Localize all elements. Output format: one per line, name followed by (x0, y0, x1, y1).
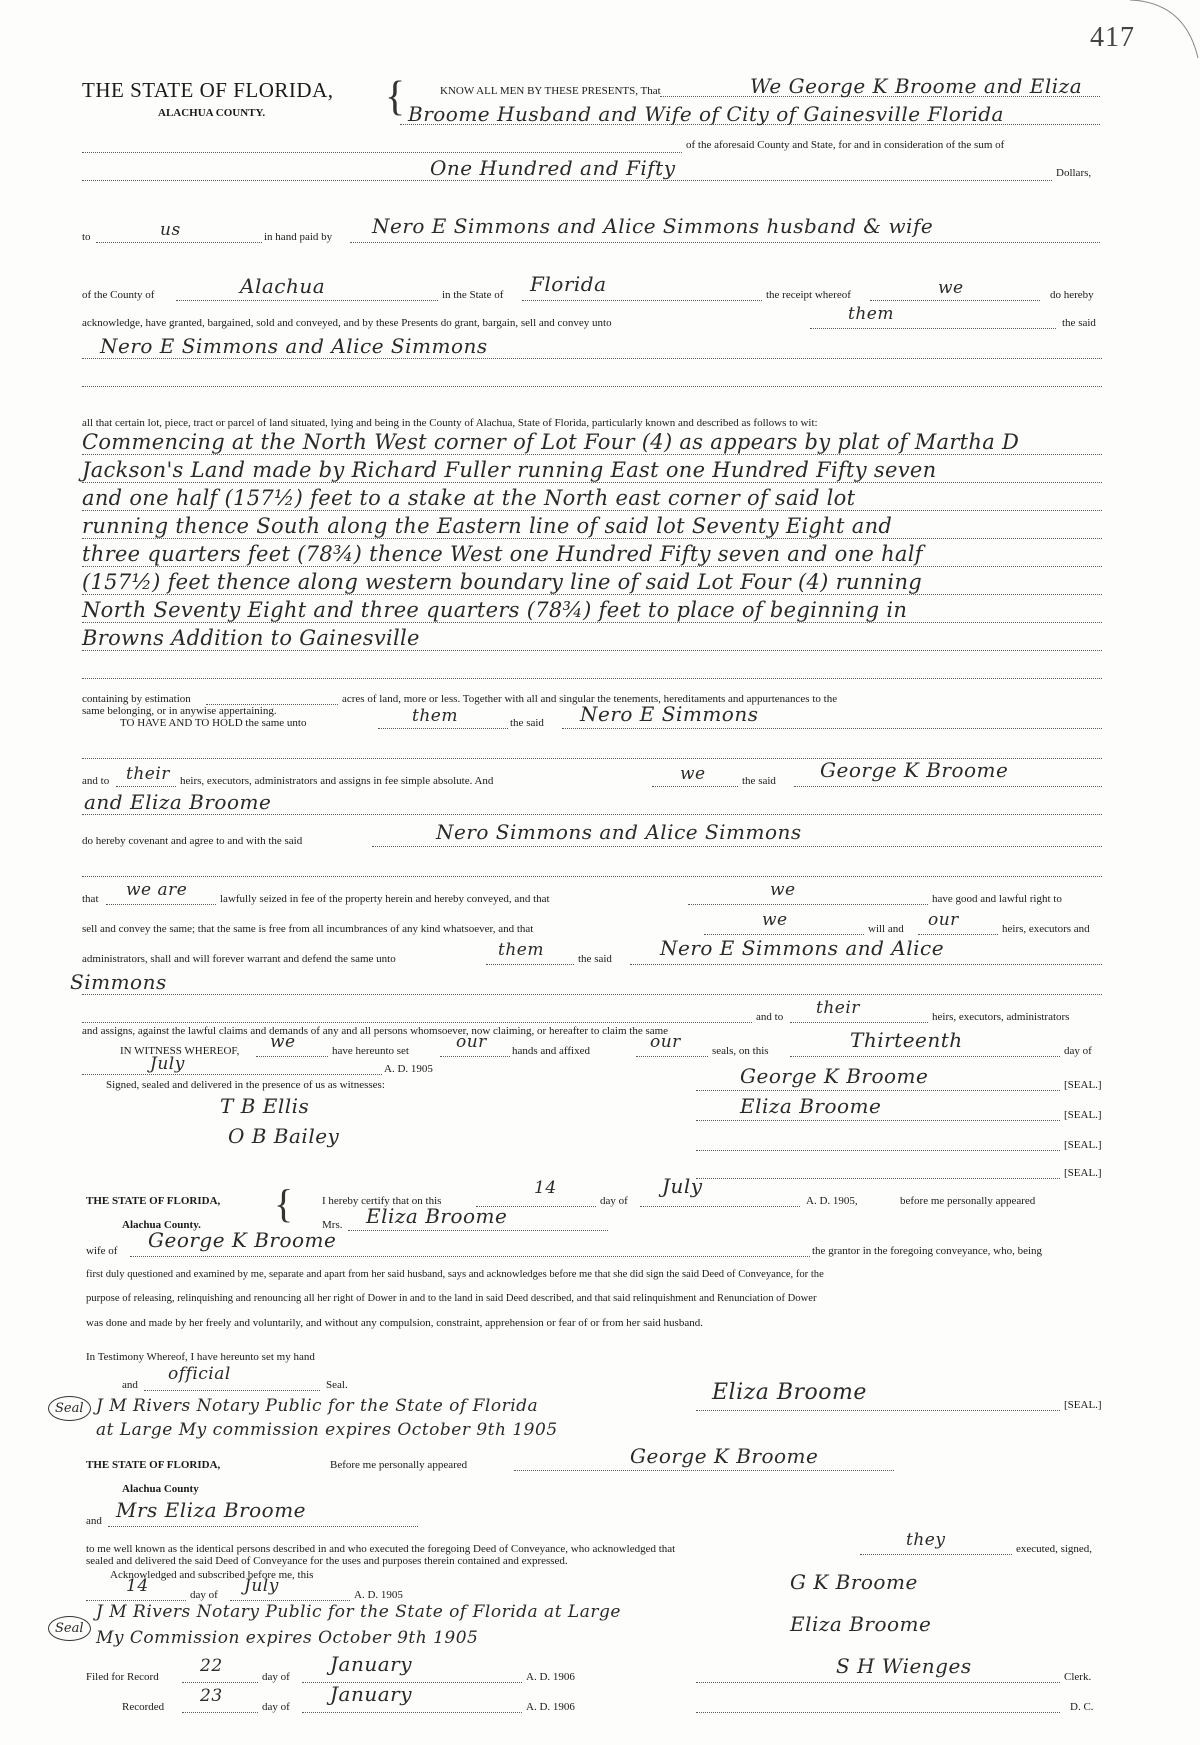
sum-line (82, 180, 1052, 181)
description-line (82, 510, 1102, 511)
they-line (860, 1554, 1012, 1555)
rec-month-line (302, 1712, 522, 1713)
to-line (96, 242, 262, 243)
seals-on-text: seals, on this (712, 1045, 769, 1057)
hand-affixed-text: hands and affixed (512, 1045, 590, 1057)
description-line-8: Browns Addition to Gainesville (82, 626, 420, 650)
grantor-handwriting-1: George K Broome (820, 758, 1009, 782)
description-line-7: North Seventy Eight and three quarters (78¾) feet to place of beginning in (82, 598, 908, 622)
the-said-text: the said (578, 953, 612, 965)
have-name-line (562, 728, 1102, 729)
seized-value: we (770, 880, 796, 900)
and-to-text: and to (756, 1011, 784, 1023)
mrs-line (348, 1230, 608, 1231)
county-line (176, 300, 438, 301)
receipt-value: we (938, 278, 964, 298)
notary-seal-stamp-2: Seal (48, 1616, 91, 1641)
clerk-signature: S H Wienges (836, 1654, 972, 1678)
grantees-line (350, 242, 1100, 243)
dc-label: D. C. (1070, 1701, 1094, 1713)
their-value: their (816, 998, 860, 1018)
ack2-month-value: July (244, 1576, 279, 1596)
that-line (106, 904, 216, 905)
filed-ad: A. D. 1906 (526, 1671, 575, 1683)
covenant-names-line (372, 846, 1102, 847)
month-value: July (150, 1054, 185, 1074)
in-hand-paid-text: in hand paid by (264, 231, 333, 243)
clerk-line (696, 1682, 1060, 1683)
belonging-text: same belonging, or in anywise appertaining. (82, 705, 277, 717)
grantors-handwriting-2: Broome Husband and Wife of City of Gainesville Florida (408, 102, 1004, 126)
to-have-value: them (412, 706, 458, 726)
description-line (82, 538, 1102, 539)
state-line (522, 300, 762, 301)
seized-line (688, 904, 928, 905)
description-line-2: Jackson's Land made by Richard Fuller running East one Hundred Fifty seven (82, 458, 937, 482)
ack1-day-of: day of (600, 1195, 628, 1207)
admin-names-line (630, 964, 1102, 965)
signature-line-2 (696, 1120, 1060, 1121)
containing-text: containing by estimation (82, 693, 191, 705)
to-have-text: TO HAVE AND TO HOLD the same unto (120, 717, 307, 729)
description-line (82, 566, 1102, 567)
ack1-signature-line (696, 1410, 1060, 1411)
they-value: they (906, 1530, 946, 1550)
ack1-seal-label: [SEAL.] (1064, 1399, 1102, 1411)
admin-line (486, 964, 574, 965)
in-witness-text: IN WITNESS WHEREOF, (120, 1045, 240, 1057)
sell-text: sell and convey the same; that the same is free from all incumbrances of any kind whatsoever, and that (82, 923, 534, 935)
convey-value: them (848, 304, 894, 324)
admin-value: them (498, 940, 544, 960)
notary2-line2: My Commission expires October 9th 1905 (96, 1628, 479, 1648)
notary-seal-stamp-1: Seal (48, 1396, 91, 1421)
sum-handwriting: One Hundred and Fifty (430, 156, 676, 180)
ack1-county: Alachua County. (122, 1219, 201, 1231)
ack1-state: THE STATE OF FLORIDA, (86, 1195, 221, 1207)
description-line-4: running thence South along the Eastern line of said lot Seventy Eight and (82, 514, 893, 538)
blank-line (82, 876, 1102, 877)
ack2-before-me: Before me personally appeared (330, 1459, 468, 1471)
admin-names-handwriting: Nero E Simmons and Alice (660, 936, 945, 960)
filed-day-line (182, 1682, 258, 1683)
and-value: we (680, 764, 706, 784)
husband-line (130, 1256, 810, 1257)
ack2-ad: A. D. 1905 (354, 1589, 403, 1601)
and-to-label: and to (82, 775, 110, 787)
ack2-county: Alachua County (122, 1483, 199, 1495)
witness-line (256, 1056, 328, 1057)
that-label: that (82, 893, 99, 905)
and-line (652, 786, 738, 787)
sell-line-1 (704, 934, 864, 935)
the-said-text: the said (1062, 317, 1096, 329)
have-hereunto-text: have hereunto set (332, 1045, 409, 1057)
witness-signature-2: O B Bailey (228, 1124, 340, 1148)
do-hereby-text: do hereby (1050, 289, 1094, 301)
seal-label-4: [SEAL.] (1064, 1167, 1102, 1179)
heirs-value: their (126, 764, 170, 784)
description-line-1: Commencing at the North West corner of Lot Four (4) as appears by plat of Martha D (82, 430, 1020, 454)
county-value: Alachua (240, 274, 326, 298)
filed-label: Filed for Record (86, 1671, 159, 1683)
in-state-of-label: in the State of (442, 289, 504, 301)
ack2-and-line (108, 1526, 418, 1527)
day-of-text: day of (1064, 1045, 1092, 1057)
covenant-names-handwriting: Nero Simmons and Alice Simmons (436, 820, 802, 844)
ack2-appeared-value: George K Broome (630, 1444, 819, 1468)
admin-names-line-2 (82, 994, 1102, 995)
have-name-handwriting: Nero E Simmons (580, 702, 759, 726)
wife-of-label: wife of (86, 1245, 118, 1257)
ack1-day-value: 14 (534, 1178, 557, 1198)
signature-line-4 (696, 1178, 1060, 1179)
month-line (82, 1074, 382, 1075)
header-brace: { (385, 74, 406, 120)
heirs-admin-text: heirs, executors, administrators (932, 1011, 1070, 1023)
heirs-line (116, 786, 176, 787)
to-label: to (82, 231, 91, 243)
county-heading: ALACHUA COUNTY. (158, 107, 266, 119)
before-me-text: before me personally appeared (900, 1195, 1036, 1207)
receipt-text: the receipt whereof (766, 289, 851, 301)
mrs-value: Eliza Broome (366, 1204, 508, 1228)
acknowledged-text: Acknowledged and subscribed before me, this (110, 1569, 314, 1581)
signature-line-3 (696, 1150, 1060, 1151)
ack2-and-label: and (86, 1515, 102, 1527)
testimony-text: In Testimony Whereof, I have hereunto set my hand (86, 1351, 315, 1363)
grantor-text: the grantor in the foregoing conveyance, who, being (812, 1245, 1043, 1257)
sell-line-2 (918, 934, 998, 935)
ack2-and-value: Mrs Eliza Broome (116, 1498, 307, 1522)
ack2-signature-2: Eliza Broome (790, 1612, 932, 1636)
heirs-text: heirs, executors, administrators and assigns in fee simple absolute. And (180, 775, 494, 787)
ack1-ad: A. D. 1905, (806, 1195, 858, 1207)
ad-text: A. D. 1905 (384, 1063, 433, 1075)
clerk-label: Clerk. (1064, 1671, 1092, 1683)
description-line (82, 650, 1102, 651)
rec-day-of: day of (262, 1701, 290, 1713)
ack2-month-line (230, 1600, 350, 1601)
page-number: 417 (1090, 22, 1135, 53)
mrs-label: Mrs. (322, 1219, 343, 1231)
acknowledge-text: acknowledge, have granted, bargained, sold and conveyed, and by these Presents do grant, bargain, sell and convey unto (82, 317, 612, 329)
ack1-month-value: July (662, 1174, 703, 1198)
set-line (440, 1056, 510, 1057)
blank-line (82, 1022, 752, 1023)
day-line (790, 1056, 1060, 1057)
signature-line-1 (696, 1090, 1060, 1091)
description-line (82, 454, 1102, 455)
that-value: we are (126, 880, 188, 900)
to-have-line (378, 728, 508, 729)
and-label: and (122, 1379, 138, 1391)
grantor-signature-2: Eliza Broome (740, 1094, 882, 1118)
to-value: us (160, 220, 181, 240)
receipt-line (870, 300, 1040, 301)
set-value: our (456, 1032, 487, 1052)
ack2-day-line (86, 1600, 186, 1601)
land-intro-text: all that certain lot, piece, tract or parcel of land situated, lying and being in the County of Alachua, State of Florida, particularly known and described as follows to wit: (82, 417, 818, 429)
good-right-text: have good and lawful right to (932, 893, 1062, 905)
description-line (82, 622, 1102, 623)
seal-label-1: [SEAL.] (1064, 1079, 1102, 1091)
aforesaid-text: of the aforesaid County and State, for and in consideration of the sum of (686, 139, 1005, 151)
affixed-line (636, 1056, 708, 1057)
filed-month-value: January (330, 1652, 412, 1676)
sell-value-1: we (762, 910, 788, 930)
page-corner-curl (1130, 0, 1200, 60)
certify-text: I hereby certify that on this (322, 1195, 442, 1207)
grantees-handwriting: Nero E Simmons and Alice Simmons husband & wife (372, 214, 934, 238)
said-names-line (82, 358, 1102, 359)
dollars-text: Dollars, (1056, 167, 1092, 179)
seized-text: lawfully seized in fee of the property herein and hereby conveyed, and that (220, 893, 550, 905)
admin-text: administrators, shall and will forever warrant and defend the same unto (82, 953, 396, 965)
witness-signature-1: T B Ellis (220, 1094, 310, 1118)
grantor-line-2 (82, 814, 1102, 815)
their-line (790, 1022, 928, 1023)
notary1-line1: J M Rivers Notary Public for the State of Florida (96, 1396, 539, 1416)
seal-word: Seal. (326, 1379, 348, 1391)
seal-label-2: [SEAL.] (1064, 1109, 1102, 1121)
affixed-value: our (650, 1032, 681, 1052)
heirs-exec-text: heirs, executors and (1002, 923, 1090, 935)
blank-line (82, 152, 682, 153)
covenant-text: do hereby covenant and agree to and with the said (82, 835, 303, 847)
description-line (82, 594, 1102, 595)
description-line (82, 482, 1102, 483)
sell-value-2: our (928, 910, 959, 930)
ack1-paragraph-2: purpose of releasing, relinquishing and renouncing all her right of Dower in and to the land in said Deed described, and that said relinquishment and Renunciation of Dower (86, 1293, 817, 1304)
ack1-paragraph-3: was done and made by her freely and voluntarily, and without any compulsion, constraint, apprehension or fear of or from her said husband. (86, 1317, 703, 1329)
the-said-text: the said (742, 775, 776, 787)
official-value: official (168, 1364, 231, 1384)
blank-line (82, 386, 1102, 387)
signed-text: Signed, sealed and delivered in the presence of us as witnesses: (106, 1079, 385, 1091)
said-names-handwriting: Nero E Simmons and Alice Simmons (100, 334, 488, 358)
description-line-6: (157½) feet thence along western boundary line of said Lot Four (4) running (82, 570, 923, 594)
blank-line (82, 678, 1102, 679)
assigns-text: and assigns, against the lawful claims and demands of any and all persons whomsoever, now claiming, or hereafter to claim the same (82, 1025, 669, 1037)
grantor-line (794, 786, 1102, 787)
known-text: to me well known as the identical persons described in and who executed the foregoing Deed of Conveyance, who acknowledged that (86, 1543, 676, 1555)
husband-value: George K Broome (148, 1228, 337, 1252)
admin-names-handwriting-2: Simmons (70, 970, 167, 994)
seal-label-3: [SEAL.] (1064, 1139, 1102, 1151)
rec-day-value: 23 (200, 1686, 223, 1706)
ack2-day-value: 14 (126, 1576, 149, 1596)
witness-value: we (270, 1032, 296, 1052)
dc-line (696, 1712, 1060, 1713)
grantor-signature-1: George K Broome (740, 1064, 929, 1088)
filed-day-of: day of (262, 1671, 290, 1683)
county-of-label: of the County of (82, 289, 155, 301)
recorded-label: Recorded (122, 1701, 165, 1713)
acres-text: acres of land, more or less. Together with all and singular the tenements, hereditaments and appurtenances to the (342, 693, 838, 705)
rec-day-line (182, 1712, 258, 1713)
grantor-handwriting-2: and Eliza Broome (84, 790, 272, 814)
notary2-line1: J M Rivers Notary Public for the State of Florida at Large (96, 1602, 621, 1622)
rec-month-value: January (330, 1682, 412, 1706)
sealed-text: sealed and delivered the said Deed of Conveyance for the uses and purposes therein contained and expressed. (86, 1555, 568, 1567)
description-line-3: and one half (157½) feet to a stake at the North east corner of said lot (82, 486, 856, 510)
ack2-signature-1: G K Broome (790, 1570, 918, 1594)
filed-day-value: 22 (200, 1656, 223, 1676)
ack2-state: THE STATE OF FLORIDA, (86, 1459, 221, 1471)
grantors-handwriting-1: We George K Broome and Eliza (750, 74, 1083, 98)
the-said-text: the said (510, 717, 544, 729)
ack1-paragraph-1: first duly questioned and examined by me, separate and apart from her said husband, says and acknowledges before me that she did sign the said Deed of Conveyance, for the (86, 1269, 824, 1280)
ack1-month-line (640, 1206, 800, 1207)
day-value: Thirteenth (850, 1028, 963, 1052)
ack1-signature: Eliza Broome (712, 1380, 867, 1405)
will-and-text: will and (868, 923, 904, 935)
rec-ad: A. D. 1906 (526, 1701, 575, 1713)
state-value: Florida (530, 272, 607, 296)
description-line-5: three quarters feet (78¾) thence West one Hundred Fifty seven and one half (82, 542, 923, 566)
state-heading: THE STATE OF FLORIDA, (82, 78, 334, 102)
official-line (144, 1390, 320, 1391)
know-all-text: KNOW ALL MEN BY THESE PRESENTS, That (440, 85, 661, 97)
ack2-appeared-line (514, 1470, 894, 1471)
executed-text: executed, signed, (1016, 1543, 1093, 1555)
ack1-brace: { (274, 1181, 294, 1226)
convey-line (810, 328, 1056, 329)
notary1-line2: at Large My commission expires October 9th 1905 (96, 1420, 558, 1440)
ack2-day-of: day of (190, 1589, 218, 1601)
